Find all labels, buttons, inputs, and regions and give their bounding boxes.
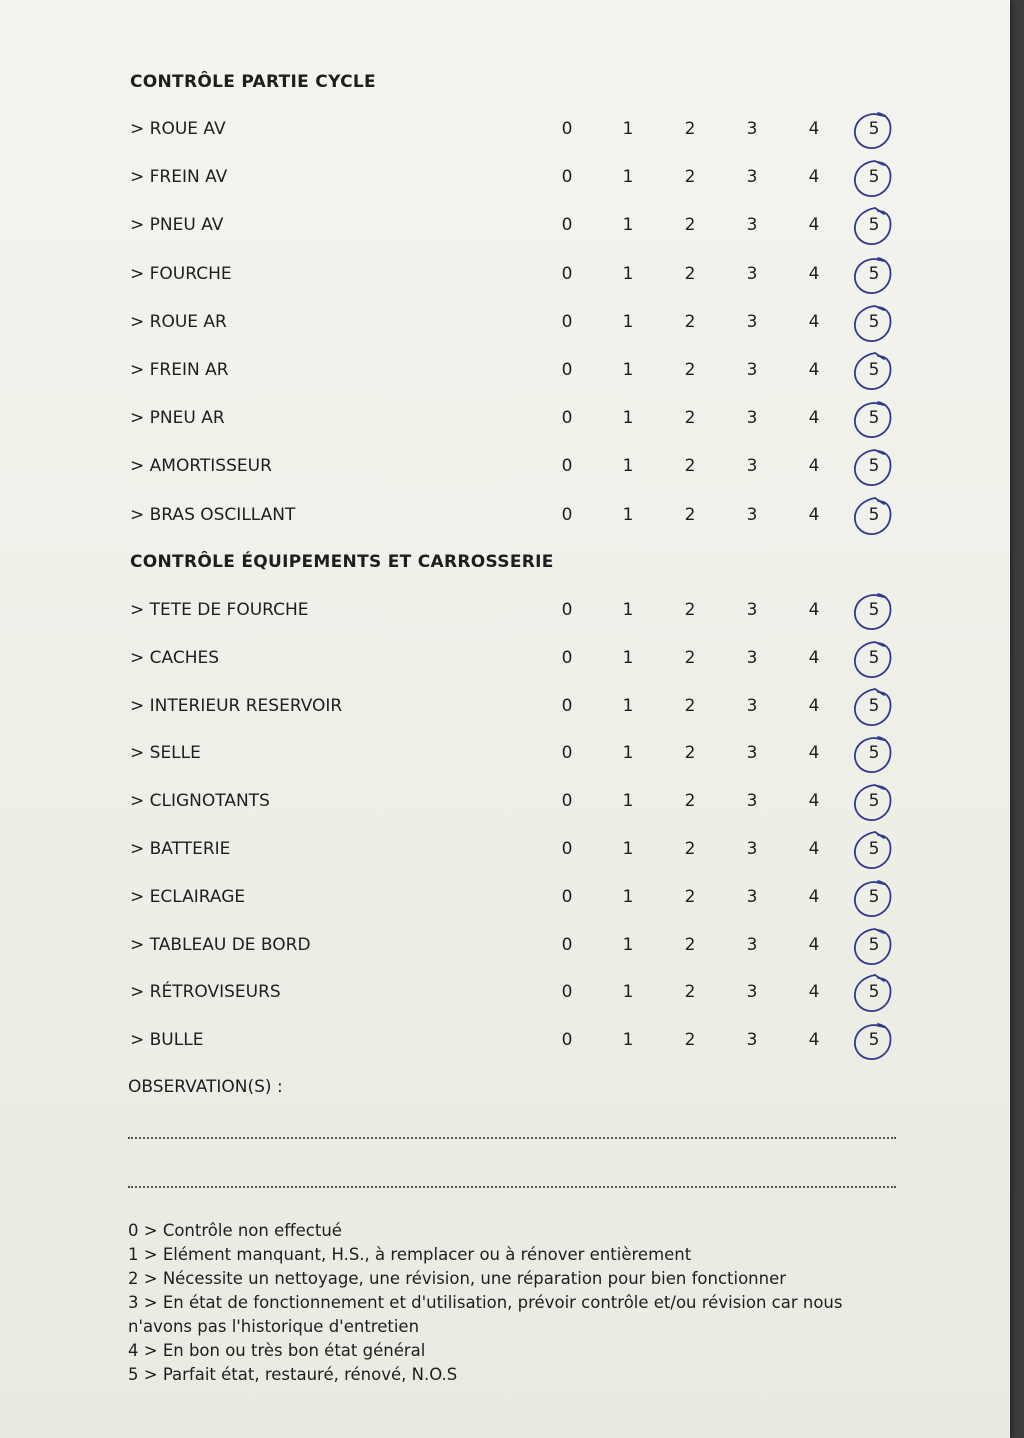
score-option-3[interactable]: 3	[746, 408, 758, 429]
legend-item-1: 1 > Elément manquant, H.S., à remplacer ou à rénover entièrement	[128, 1245, 692, 1264]
checklist-row	[130, 1026, 910, 1056]
score-option-5[interactable]: 5	[868, 839, 880, 859]
item-label: > ROUE AR	[130, 311, 227, 332]
score-option-4[interactable]: 4	[808, 504, 820, 525]
score-option-3[interactable]: 3	[746, 456, 758, 477]
score-option-2[interactable]: 2	[684, 215, 696, 236]
score-option-2[interactable]: 2	[684, 167, 696, 188]
score-option-3[interactable]: 3	[746, 600, 758, 620]
score-option-4[interactable]: 4	[808, 311, 820, 332]
observation-line-2[interactable]	[128, 1186, 896, 1188]
score-option-3[interactable]: 3	[746, 360, 758, 380]
item-label: > FREIN AR	[130, 360, 229, 380]
score-option-0[interactable]: 0	[561, 360, 573, 380]
checklist-row	[130, 260, 910, 290]
score-option-5[interactable]: 5	[868, 504, 880, 525]
score-option-1[interactable]: 1	[622, 311, 634, 332]
score-option-3[interactable]: 3	[746, 215, 758, 236]
item-label: > TETE DE FOURCHE	[130, 600, 309, 620]
score-option-4[interactable]: 4	[808, 215, 820, 236]
score-option-2[interactable]: 2	[684, 839, 696, 859]
score-option-1[interactable]: 1	[622, 504, 634, 525]
item-label: > INTERIEUR RESERVOIR	[130, 695, 343, 716]
score-option-4[interactable]: 4	[808, 456, 820, 477]
score-option-4[interactable]: 4	[808, 1030, 820, 1051]
score-option-0[interactable]: 0	[561, 215, 573, 236]
score-option-1[interactable]: 1	[622, 215, 634, 236]
item-label: > PNEU AV	[130, 215, 224, 236]
score-option-1[interactable]: 1	[622, 167, 634, 188]
checklist-row	[130, 404, 910, 434]
score-option-4[interactable]: 4	[808, 600, 820, 620]
score-option-4[interactable]: 4	[808, 982, 820, 1003]
score-option-2[interactable]: 2	[684, 263, 696, 284]
score-option-4[interactable]: 4	[808, 167, 820, 188]
score-option-1[interactable]: 1	[622, 886, 634, 907]
checklist-row	[130, 596, 910, 626]
score-option-0[interactable]: 0	[561, 263, 573, 284]
score-option-3[interactable]: 3	[746, 311, 758, 332]
score-option-0[interactable]: 0	[561, 791, 573, 812]
score-option-0[interactable]: 0	[561, 647, 573, 668]
score-option-0[interactable]: 0	[561, 167, 573, 188]
item-label: > BRAS OSCILLANT	[130, 504, 296, 525]
score-option-5[interactable]: 5	[868, 360, 880, 380]
score-option-1[interactable]: 1	[622, 408, 634, 429]
score-option-1[interactable]: 1	[622, 791, 634, 812]
score-option-4[interactable]: 4	[808, 408, 820, 429]
item-label: > BULLE	[130, 1030, 204, 1051]
score-option-2[interactable]: 2	[684, 408, 696, 429]
score-option-2[interactable]: 2	[684, 1030, 696, 1051]
item-label: > PNEU AR	[130, 408, 225, 429]
score-option-5[interactable]: 5	[868, 408, 880, 429]
score-option-5[interactable]: 5	[868, 934, 880, 955]
score-option-3[interactable]: 3	[746, 695, 758, 716]
score-option-2[interactable]: 2	[684, 119, 696, 139]
score-option-5[interactable]: 5	[868, 600, 880, 620]
item-label: > FREIN AV	[130, 167, 228, 188]
score-option-5[interactable]: 5	[868, 119, 880, 139]
item-label: > BATTERIE	[130, 839, 231, 859]
score-option-5[interactable]: 5	[868, 791, 880, 812]
item-label: > ROUE AV	[130, 119, 226, 139]
score-option-3[interactable]: 3	[746, 119, 758, 139]
checklist-row	[130, 835, 910, 865]
score-option-2[interactable]: 2	[684, 360, 696, 380]
score-option-5[interactable]: 5	[868, 456, 880, 477]
score-option-1[interactable]: 1	[622, 647, 634, 668]
score-option-4[interactable]: 4	[808, 263, 820, 284]
score-option-0[interactable]: 0	[561, 456, 573, 477]
score-option-2[interactable]: 2	[684, 791, 696, 812]
score-option-3[interactable]: 3	[746, 839, 758, 859]
score-option-2[interactable]: 2	[684, 934, 696, 955]
section-title-equipment: CONTRÔLE ÉQUIPEMENTS ET CARROSSERIE	[130, 552, 554, 572]
score-option-0[interactable]: 0	[561, 311, 573, 332]
score-option-5[interactable]: 5	[868, 215, 880, 236]
score-option-0[interactable]: 0	[561, 408, 573, 429]
checklist-row	[130, 501, 910, 531]
score-option-4[interactable]: 4	[808, 934, 820, 955]
legend-item-0: 0 > Contrôle non effectué	[128, 1221, 342, 1240]
score-option-0[interactable]: 0	[561, 886, 573, 907]
score-option-3[interactable]: 3	[746, 647, 758, 668]
score-option-0[interactable]: 0	[561, 504, 573, 525]
score-option-5[interactable]: 5	[868, 982, 880, 1003]
checklist-row	[130, 115, 910, 145]
score-option-5[interactable]: 5	[868, 695, 880, 716]
score-option-1[interactable]: 1	[622, 1030, 634, 1051]
score-option-4[interactable]: 4	[808, 791, 820, 812]
score-option-2[interactable]: 2	[684, 311, 696, 332]
checklist-row	[130, 692, 910, 722]
score-option-2[interactable]: 2	[684, 456, 696, 477]
score-option-1[interactable]: 1	[622, 263, 634, 284]
score-option-0[interactable]: 0	[561, 982, 573, 1003]
score-option-3[interactable]: 3	[746, 982, 758, 1003]
legend-item-4: 4 > En bon ou très bon état général	[128, 1341, 426, 1360]
item-label: > FOURCHE	[130, 263, 232, 284]
score-option-3[interactable]: 3	[746, 263, 758, 284]
score-option-3[interactable]: 3	[746, 791, 758, 812]
checklist-row	[130, 931, 910, 961]
observation-label: OBSERVATION(S) :	[128, 1077, 283, 1097]
score-option-4[interactable]: 4	[808, 695, 820, 716]
item-label: > ECLAIRAGE	[130, 886, 246, 907]
legend-item-5: 5 > Parfait état, restauré, rénové, N.O.S	[128, 1365, 458, 1384]
score-option-1[interactable]: 1	[622, 119, 634, 139]
score-option-1[interactable]: 1	[622, 360, 634, 380]
score-option-0[interactable]: 0	[561, 119, 573, 139]
score-legend	[128, 1219, 888, 1387]
item-label: > RÉTROVISEURS	[130, 982, 281, 1003]
score-option-2[interactable]: 2	[684, 695, 696, 716]
score-option-4[interactable]: 4	[808, 886, 820, 907]
score-option-0[interactable]: 0	[561, 695, 573, 716]
score-option-2[interactable]: 2	[684, 504, 696, 525]
score-option-1[interactable]: 1	[622, 982, 634, 1003]
item-label: > CACHES	[130, 647, 220, 668]
score-option-1[interactable]: 1	[622, 600, 634, 620]
legend-item-2: 2 > Nécessite un nettoyage, une révision, une réparation pour bien fonctionner	[128, 1269, 787, 1288]
score-option-4[interactable]: 4	[808, 743, 820, 764]
item-label: > AMORTISSEUR	[130, 456, 272, 477]
score-option-5[interactable]: 5	[868, 311, 880, 332]
item-label: > SELLE	[130, 743, 201, 764]
score-option-0[interactable]: 0	[561, 600, 573, 620]
checklist-row	[130, 452, 910, 482]
checklist-row	[130, 211, 910, 241]
score-option-5[interactable]: 5	[868, 743, 880, 764]
score-option-1[interactable]: 1	[622, 839, 634, 859]
score-option-2[interactable]: 2	[684, 743, 696, 764]
checklist-row	[130, 739, 910, 769]
score-option-0[interactable]: 0	[561, 934, 573, 955]
score-option-1[interactable]: 1	[622, 934, 634, 955]
score-option-2[interactable]: 2	[684, 647, 696, 668]
score-option-5[interactable]: 5	[868, 647, 880, 668]
score-option-1[interactable]: 1	[622, 456, 634, 477]
checklist-row	[130, 163, 910, 193]
checklist-row	[130, 644, 910, 674]
score-option-1[interactable]: 1	[622, 743, 634, 764]
score-option-5[interactable]: 5	[868, 263, 880, 284]
score-option-4[interactable]: 4	[808, 119, 820, 139]
observation-line-1[interactable]	[128, 1137, 896, 1139]
score-option-4[interactable]: 4	[808, 360, 820, 380]
score-option-2[interactable]: 2	[684, 600, 696, 620]
score-option-4[interactable]: 4	[808, 647, 820, 668]
score-option-5[interactable]: 5	[868, 886, 880, 907]
score-option-1[interactable]: 1	[622, 695, 634, 716]
score-option-3[interactable]: 3	[746, 504, 758, 525]
score-option-0[interactable]: 0	[561, 839, 573, 859]
score-option-3[interactable]: 3	[746, 743, 758, 764]
score-option-0[interactable]: 0	[561, 743, 573, 764]
score-option-4[interactable]: 4	[808, 839, 820, 859]
checklist-row	[130, 883, 910, 913]
score-option-5[interactable]: 5	[868, 1030, 880, 1051]
score-option-3[interactable]: 3	[746, 167, 758, 188]
checklist-row	[130, 978, 910, 1008]
checklist-row	[130, 356, 910, 386]
score-option-3[interactable]: 3	[746, 1030, 758, 1051]
checklist-row	[130, 787, 910, 817]
score-option-2[interactable]: 2	[684, 886, 696, 907]
checklist-row	[130, 308, 910, 338]
score-option-3[interactable]: 3	[746, 934, 758, 955]
score-option-3[interactable]: 3	[746, 886, 758, 907]
item-label: > TABLEAU DE BORD	[130, 934, 311, 955]
item-label: > CLIGNOTANTS	[130, 791, 270, 812]
section-title-cycle: CONTRÔLE PARTIE CYCLE	[130, 72, 376, 92]
score-option-0[interactable]: 0	[561, 1030, 573, 1051]
legend-item-3: 3 > En état de fonctionnement et d'utilisation, prévoir contrôle et/ou révision car nous n'avons pas l'historique d'entretien	[128, 1293, 843, 1336]
score-option-5[interactable]: 5	[868, 167, 880, 188]
score-option-2[interactable]: 2	[684, 982, 696, 1003]
